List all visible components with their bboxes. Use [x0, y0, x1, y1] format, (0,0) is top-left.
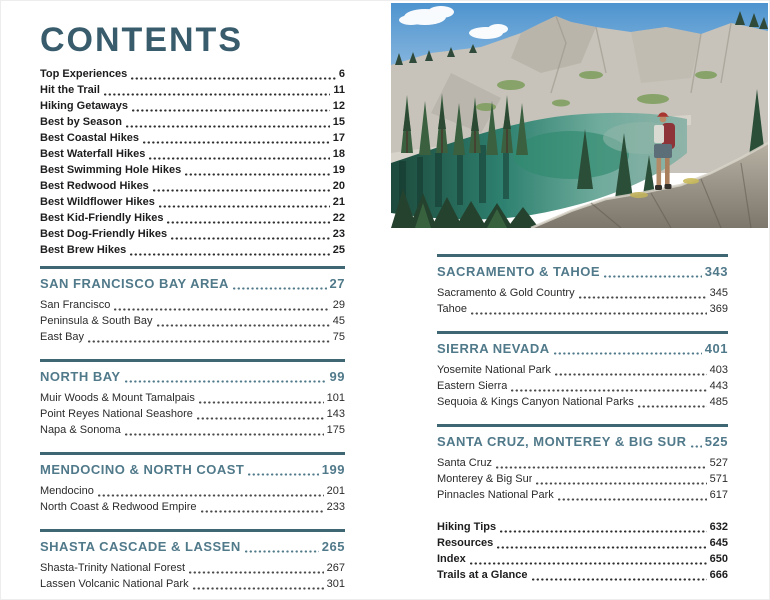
- toc-entry-label: Eastern Sierra: [437, 380, 508, 392]
- dot-leader: [98, 494, 324, 497]
- toc-entry-page: 175: [326, 424, 345, 436]
- toc-entry[interactable]: [40, 130, 345, 146]
- toc-entry[interactable]: [437, 455, 728, 471]
- toc-entry-page: 143: [326, 408, 345, 420]
- toc-entry-page: 17: [332, 132, 345, 144]
- dot-leader: [245, 550, 319, 553]
- dot-leader: [125, 380, 327, 383]
- dot-leader: [157, 324, 330, 327]
- section-entries: [437, 362, 728, 410]
- section-title: SAN FRANCISCO BAY AREA: [40, 276, 229, 291]
- dot-leader: [125, 433, 324, 436]
- toc-entry[interactable]: [437, 567, 728, 583]
- toc-entry-page: 23: [332, 228, 345, 240]
- toc-entry-page: 571: [709, 473, 728, 485]
- section-entries: [437, 285, 728, 317]
- toc-entry-page: 617: [709, 489, 728, 501]
- section-title: SHASTA CASCADE & LASSEN: [40, 539, 241, 554]
- toc-entry-page: 527: [709, 457, 728, 469]
- toc-entry[interactable]: [40, 146, 345, 162]
- toc-entry[interactable]: [40, 422, 345, 438]
- dot-leader: [126, 125, 330, 128]
- toc-entry-label: Resources: [437, 537, 494, 549]
- dot-leader: [233, 287, 327, 290]
- dot-leader: [496, 466, 707, 469]
- toc-entry-label: Best Dog-Friendly Hikes: [40, 228, 168, 240]
- toc-entry-label: Best Brew Hikes: [40, 244, 127, 256]
- dot-leader: [691, 445, 702, 448]
- toc-entry-label: Hiking Tips: [437, 521, 497, 533]
- toc-entry[interactable]: [40, 114, 345, 130]
- toc-entry-page: 443: [709, 380, 728, 392]
- toc-entry-page: 6: [338, 68, 345, 80]
- toc-entry[interactable]: [40, 499, 345, 515]
- toc-entry-label: Sacramento & Gold Country: [437, 287, 575, 299]
- toc-entry-page: 650: [709, 553, 728, 565]
- toc-entry-label: Best Redwood Hikes: [40, 180, 149, 192]
- alpine-lake-scene: [391, 3, 768, 228]
- toc-entry-label: Peninsula & South Bay: [40, 315, 153, 327]
- dot-leader: [199, 401, 324, 404]
- toc-entry-label: Best by Season: [40, 116, 122, 128]
- section-entries: [40, 297, 345, 345]
- section-entries: [40, 483, 345, 515]
- toc-entry[interactable]: [40, 210, 345, 226]
- dot-leader: [114, 308, 329, 311]
- toc-entry-label: North Coast & Redwood Empire: [40, 501, 197, 513]
- toc-entry[interactable]: [40, 226, 345, 242]
- dot-leader: [532, 578, 707, 581]
- toc-entry[interactable]: [437, 301, 728, 317]
- section-entries: [40, 390, 345, 438]
- section-page: 27: [329, 276, 345, 291]
- dot-leader: [171, 237, 330, 240]
- toc-entry-label: Hit the Trail: [40, 84, 100, 96]
- toc-entry-page: 485: [709, 396, 728, 408]
- toc-entry-label: Lassen Volcanic National Park: [40, 578, 189, 590]
- dot-leader: [143, 141, 330, 144]
- dot-leader: [130, 253, 330, 256]
- toc-entry[interactable]: [40, 297, 345, 313]
- section-title: SANTA CRUZ, MONTEREY & BIG SUR: [437, 434, 687, 449]
- toc-right-column: [437, 254, 728, 583]
- toc-entry-page: 369: [709, 303, 728, 315]
- toc-entry-page: 22: [332, 212, 345, 224]
- section-title: SACRAMENTO & TAHOE: [437, 264, 601, 279]
- toc-entry-page: 645: [709, 537, 728, 549]
- toc-entry-label: Best Kid-Friendly Hikes: [40, 212, 164, 224]
- section-page: 99: [329, 369, 345, 384]
- toc-entry-page: 15: [332, 116, 345, 128]
- toc-entry[interactable]: [40, 483, 345, 499]
- dot-leader: [555, 373, 707, 376]
- toc-entry-label: East Bay: [40, 331, 85, 343]
- toc-entry-page: 301: [326, 578, 345, 590]
- toc-entry-label: Sequoia & Kings Canyon National Parks: [437, 396, 634, 408]
- toc-entry[interactable]: [40, 178, 345, 194]
- dot-leader: [579, 296, 707, 299]
- front-matter-list: [40, 66, 345, 258]
- section-page: 401: [704, 341, 728, 356]
- toc-entry-label: Trails at a Glance: [437, 569, 528, 581]
- toc-entry-page: 267: [326, 562, 345, 574]
- hero-photo: [391, 3, 768, 228]
- dot-leader: [511, 389, 706, 392]
- dot-leader: [197, 417, 324, 420]
- toc-entry-label: Top Experiences: [40, 68, 128, 80]
- toc-entry[interactable]: [437, 535, 728, 551]
- toc-entry-page: 20: [332, 180, 345, 192]
- dot-leader: [500, 530, 707, 533]
- section-mendocino-north-coast: [40, 452, 345, 515]
- dot-leader: [497, 546, 706, 549]
- toc-entry[interactable]: [40, 329, 345, 345]
- toc-entry-page: 21: [332, 196, 345, 208]
- toc-entry[interactable]: [40, 390, 345, 406]
- toc-entry[interactable]: [40, 242, 345, 258]
- toc-entry-label: Pinnacles National Park: [437, 489, 554, 501]
- section-title: SIERRA NEVADA: [437, 341, 550, 356]
- toc-entry-page: 345: [709, 287, 728, 299]
- dot-leader: [248, 473, 318, 476]
- toc-entry-page: 12: [332, 100, 345, 112]
- toc-entry-label: Monterey & Big Sur: [437, 473, 533, 485]
- page-title: CONTENTS: [40, 21, 243, 59]
- section-sierra-nevada: [437, 331, 728, 410]
- dot-leader: [167, 221, 329, 224]
- dot-leader: [131, 77, 336, 80]
- section-page: 343: [704, 264, 728, 279]
- dot-leader: [189, 571, 324, 574]
- dot-leader: [554, 352, 702, 355]
- toc-entry-page: 233: [326, 501, 345, 513]
- toc-entry[interactable]: [437, 519, 728, 535]
- toc-entry[interactable]: [437, 378, 728, 394]
- dot-leader: [104, 93, 330, 96]
- toc-entry[interactable]: [437, 551, 728, 567]
- toc-entry-label: Shasta-Trinity National Forest: [40, 562, 186, 574]
- toc-entry[interactable]: [437, 471, 728, 487]
- toc-entry-page: 45: [332, 315, 345, 327]
- section-page: 199: [321, 462, 345, 477]
- section-header[interactable]: [437, 257, 728, 285]
- dot-leader: [153, 189, 330, 192]
- toc-entry[interactable]: [40, 66, 345, 82]
- toc-entry-label: Yosemite National Park: [437, 364, 551, 376]
- toc-entry[interactable]: [40, 406, 345, 422]
- toc-entry[interactable]: [40, 98, 345, 114]
- dot-leader: [604, 275, 702, 278]
- toc-entry[interactable]: [40, 162, 345, 178]
- toc-entry-page: 632: [709, 521, 728, 533]
- toc-entry-label: Index: [437, 553, 466, 565]
- end-matter-list: [437, 519, 728, 583]
- toc-entry-label: San Francisco: [40, 299, 111, 311]
- toc-entry[interactable]: [437, 285, 728, 301]
- toc-entry-label: Muir Woods & Mount Tamalpais: [40, 392, 195, 404]
- section-header[interactable]: [40, 455, 345, 483]
- toc-entry-page: 19: [332, 164, 345, 176]
- toc-entry-page: 403: [709, 364, 728, 376]
- toc-entry[interactable]: [437, 362, 728, 378]
- toc-entry-page: 666: [709, 569, 728, 581]
- section-san-francisco-bay-area: [40, 266, 345, 345]
- toc-entry-label: Best Wildflower Hikes: [40, 196, 155, 208]
- dot-leader: [193, 587, 324, 590]
- toc-entry-page: 25: [332, 244, 345, 256]
- toc-entry[interactable]: [437, 394, 728, 410]
- dot-leader: [159, 205, 330, 208]
- toc-entry[interactable]: [40, 576, 345, 592]
- section-page: 525: [704, 434, 728, 449]
- toc-entry-label: Point Reyes National Seashore: [40, 408, 193, 420]
- toc-entry[interactable]: [40, 194, 345, 210]
- section-title: NORTH BAY: [40, 369, 121, 384]
- toc-entry-label: Napa & Sonoma: [40, 424, 121, 436]
- dot-leader: [638, 405, 707, 408]
- section-entries: [437, 455, 728, 503]
- section-header[interactable]: [40, 532, 345, 560]
- toc-entry-label: Mendocino: [40, 485, 94, 497]
- section-header[interactable]: [40, 269, 345, 297]
- toc-entry-label: Santa Cruz: [437, 457, 493, 469]
- toc-entry-label: Best Swimming Hole Hikes: [40, 164, 182, 176]
- section-page: 265: [321, 539, 345, 554]
- toc-left-column: [40, 22, 345, 592]
- section-header[interactable]: [437, 427, 728, 455]
- section-shasta-cascade-lassen: [40, 529, 345, 592]
- toc-entry-label: Hiking Getaways: [40, 100, 129, 112]
- toc-entry-page: 18: [332, 148, 345, 160]
- section-header[interactable]: [40, 362, 345, 390]
- dot-leader: [470, 562, 707, 565]
- dot-leader: [88, 340, 330, 343]
- toc-entry-label: Best Coastal Hikes: [40, 132, 140, 144]
- toc-entry-page: 75: [332, 331, 345, 343]
- section-entries: [40, 560, 345, 592]
- dot-leader: [471, 312, 707, 315]
- section-title: MENDOCINO & NORTH COAST: [40, 462, 245, 477]
- section-north-bay: [40, 359, 345, 438]
- toc-entry-label: Best Waterfall Hikes: [40, 148, 146, 160]
- toc-entry-page: 201: [326, 485, 345, 497]
- dot-leader: [132, 109, 330, 112]
- section-santa-cruz-monterey-big-sur: [437, 424, 728, 503]
- dot-leader: [558, 498, 707, 501]
- toc-entry-page: 11: [333, 84, 345, 96]
- toc-entry[interactable]: [40, 560, 345, 576]
- section-sacramento-tahoe: [437, 254, 728, 317]
- toc-entry-page: 101: [326, 392, 345, 404]
- toc-entry[interactable]: [40, 82, 345, 98]
- dot-leader: [149, 157, 329, 160]
- dot-leader: [185, 173, 330, 176]
- toc-entry[interactable]: [437, 487, 728, 503]
- toc-entry-page: 29: [332, 299, 345, 311]
- dot-leader: [536, 482, 706, 485]
- toc-entry-label: Tahoe: [437, 303, 467, 315]
- dot-leader: [201, 510, 324, 513]
- toc-entry[interactable]: [40, 313, 345, 329]
- section-header[interactable]: [437, 334, 728, 362]
